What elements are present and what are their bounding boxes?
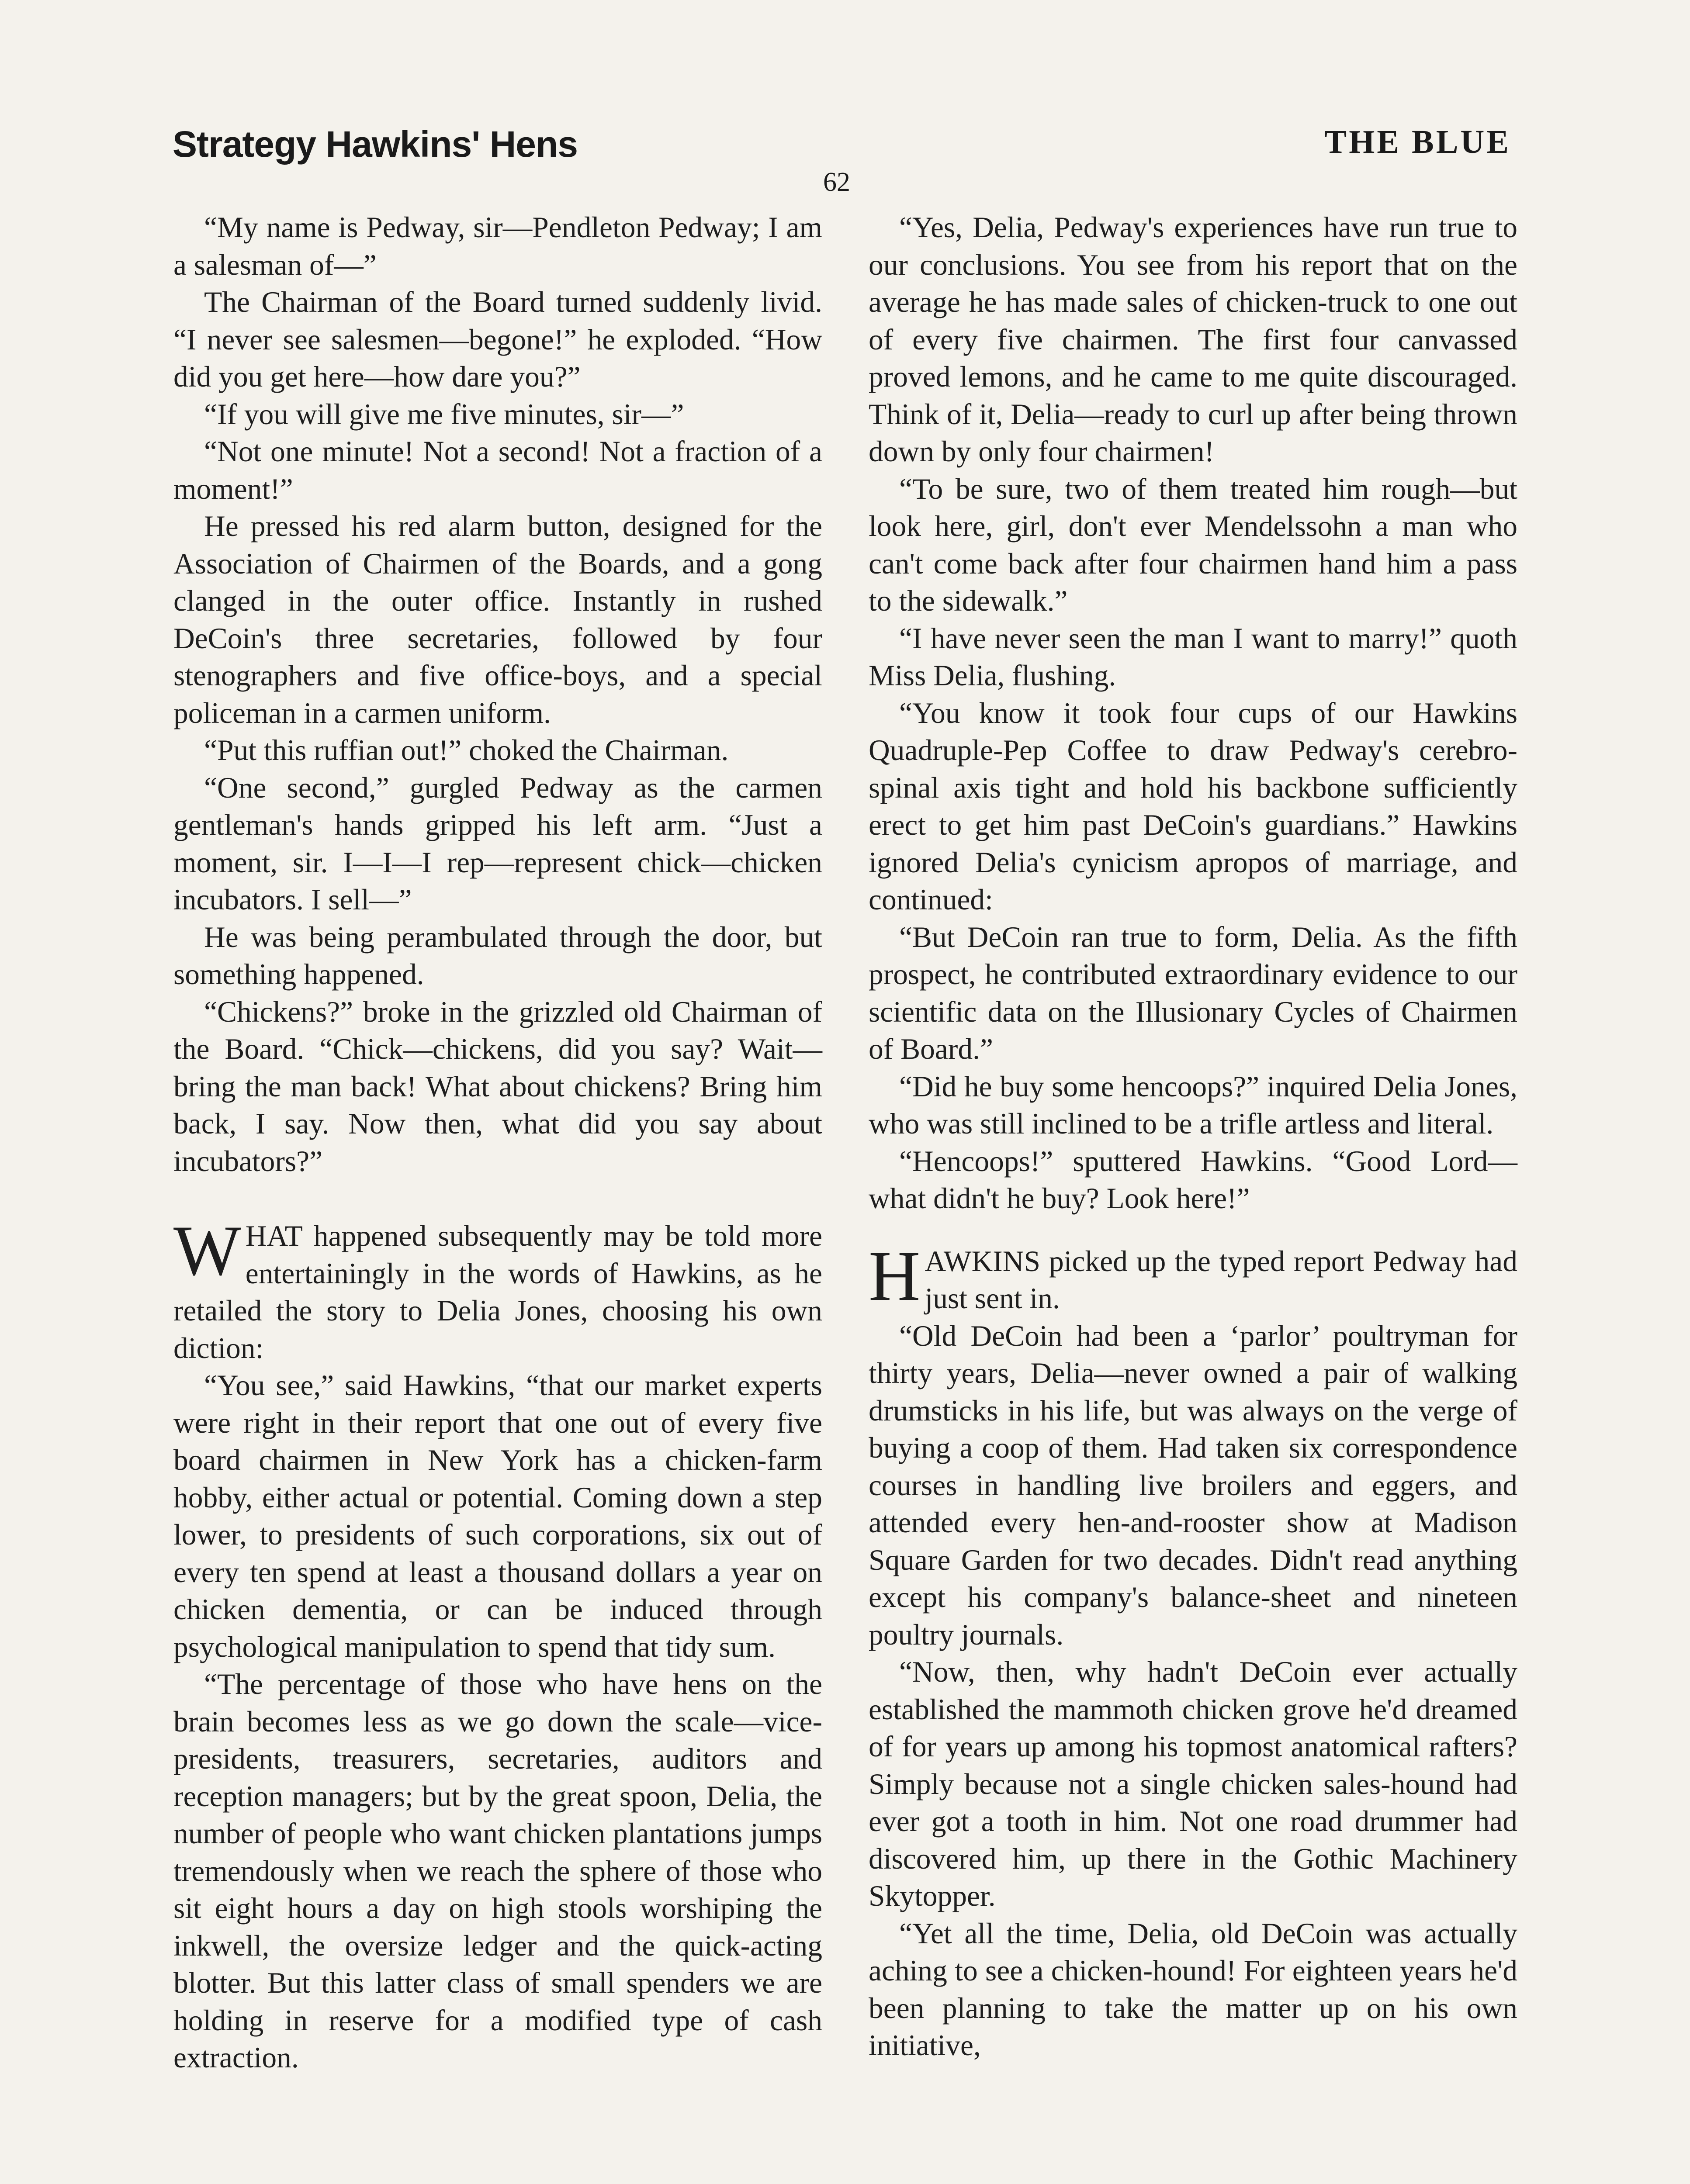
- paragraph: “To be sure, two of them treated him rough—but look here, girl, don't ever Mendelssohn a man who can't come back after four chairmen hand him a pass to the sidewalk.”: [869, 472, 1517, 617]
- paragraph: “I have never seen the man I want to marry!” quoth Miss Delia, flushing.: [869, 622, 1517, 692]
- paragraph: “Yet all the time, Delia, old DeCoin was actually aching to see a chicken-hound! For eighteen years he'd been planning to take the matter up on his own initiative,: [869, 1917, 1517, 2062]
- page-number: 62: [823, 167, 850, 197]
- paragraph: “One second,” gurgled Pedway as the carmen gentleman's hands gripped his left arm. “Just a moment, sir. I—I—I rep—represent chick—chicken incubators. I sell—”: [173, 771, 822, 916]
- paragraph: “Chickens?” broke in the grizzled old Chairman of the Board. “Chick—chickens, did you say? Wait—bring the man back! What about chickens? Bring him back, I say. Now then, what did you say about incubators?”: [173, 995, 822, 1178]
- paragraph: “Old DeCoin had been a ‘parlor’ poultryman for thirty years, Delia—never owned a pair of walking drumsticks in his life, but was always on the verge of buying a coop of them. Had taken six correspondence courses in handling live broilers and eggers, and attended every hen-and-rooster show at Madison Square Garden for two decades. Didn't read anything except his company's balance-sheet and nineteen poultry journals.: [869, 1319, 1517, 1651]
- drop-cap-letter: H: [869, 1236, 921, 1316]
- paragraph: “Did he buy some hencoops?” inquired Delia Jones, who was still inclined to be a trifle artless and literal.: [869, 1070, 1517, 1140]
- story-title: Strategy Hawkins' Hens: [173, 124, 578, 165]
- right-column: [869, 209, 1517, 2064]
- paragraph: He pressed his red alarm button, designed for the Association of Chairmen of the Boards, and a gong clanged in the outer office. Instantly in rushed DeCoin's three secretaries, followed by four stenographers and five office-boys, and a special policeman in a carmen uniform.: [173, 510, 822, 729]
- paragraph: “Not one minute! Not a second! Not a fraction of a moment!”: [173, 435, 822, 505]
- dropcap-paragraph-text: AWKINS picked up the typed report Pedway had just sent in.: [925, 1244, 1517, 1315]
- paragraph: “You know it took four cups of our Hawkins Quadruple-Pep Coffee to draw Pedway's cerebro-spinal axis tight and hold his backbone sufficiently erect to get him past DeCoin's guardians.” Hawkins ignored Delia's cynicism apropos of marriage, and continued:: [869, 696, 1517, 916]
- magazine-title: THE BLUE: [1324, 124, 1511, 160]
- drop-cap-letter: W: [173, 1211, 241, 1290]
- paragraph: “If you will give me five minutes, sir—”: [204, 397, 684, 431]
- paragraph: “You see,” said Hawkins, “that our market experts were right in their report that one out of every five board chairmen in New York has a chicken-farm hobby, either actual or potential. Coming down a step lower, to presidents of such corporations, six out of every ten spend at least a thousand dollars a year on chicken dementia, or can be induced through psychological manipulation to spend that tidy sum.: [173, 1369, 822, 1663]
- paragraph: “Hencoops!” sputtered Hawkins. “Good Lord—what didn't he buy? Look here!”: [869, 1144, 1517, 1215]
- dropcap-paragraph: [173, 1211, 822, 1367]
- paragraph: “Put this ruffian out!” choked the Chairman.: [204, 734, 729, 767]
- left-column: [173, 209, 822, 2077]
- dropcap-paragraph-text: HAT happened subsequently may be told more entertainingly in the words of Hawkins, as he retailed the story to Delia Jones, choosing his own diction:: [173, 1220, 822, 1365]
- paragraph: He was being perambulated through the door, but something happened.: [173, 920, 822, 991]
- paragraph: The Chairman of the Board turned suddenly livid. “I never see salesmen—begone!” he exploded. “How did you get here—how dare you?”: [173, 286, 822, 393]
- paragraph: “But DeCoin ran true to form, Delia. As the fifth prospect, he contributed extraordinary evidence to our scientific data on the Illusionary Cycles of Chairmen of Board.”: [869, 920, 1517, 1065]
- dropcap-paragraph: [869, 1236, 1517, 1317]
- paragraph: “My name is Pedway, sir—Pendleton Pedway; I am a salesman of—”: [173, 211, 822, 281]
- paragraph: “Yes, Delia, Pedway's experiences have run true to our conclusions. You see from his report that on the average he has made sales of chicken-truck to one out of every five chairmen. The first four canvassed proved lemons, and he came to me quite discouraged. Think of it, Delia—ready to curl up after being thrown down by only four chairmen!: [869, 211, 1517, 468]
- paragraph: “The percentage of those who have hens on the brain becomes less as we go down the scale—vice-presidents, treasurers, secretaries, auditors and reception managers; but by the great spoon, Delia, the number of people who want chicken plantations jumps tremendously when we reach the sphere of those who sit eight hours a day on high stools worshiping the inkwell, the oversize ledger and the quick-acting blotter. But this latter class of small spenders we are holding in reserve for a modified type of cash extraction.: [173, 1668, 822, 2074]
- paragraph: “Now, then, why hadn't DeCoin ever actually established the mammoth chicken grove he'd dreamed of for years up among his topmost anatomical rafters? Simply because not a single chicken sales-hound had ever got a tooth in him. Not one road drummer had discovered him, up there in the Gothic Machinery Skytopper.: [869, 1655, 1517, 1912]
